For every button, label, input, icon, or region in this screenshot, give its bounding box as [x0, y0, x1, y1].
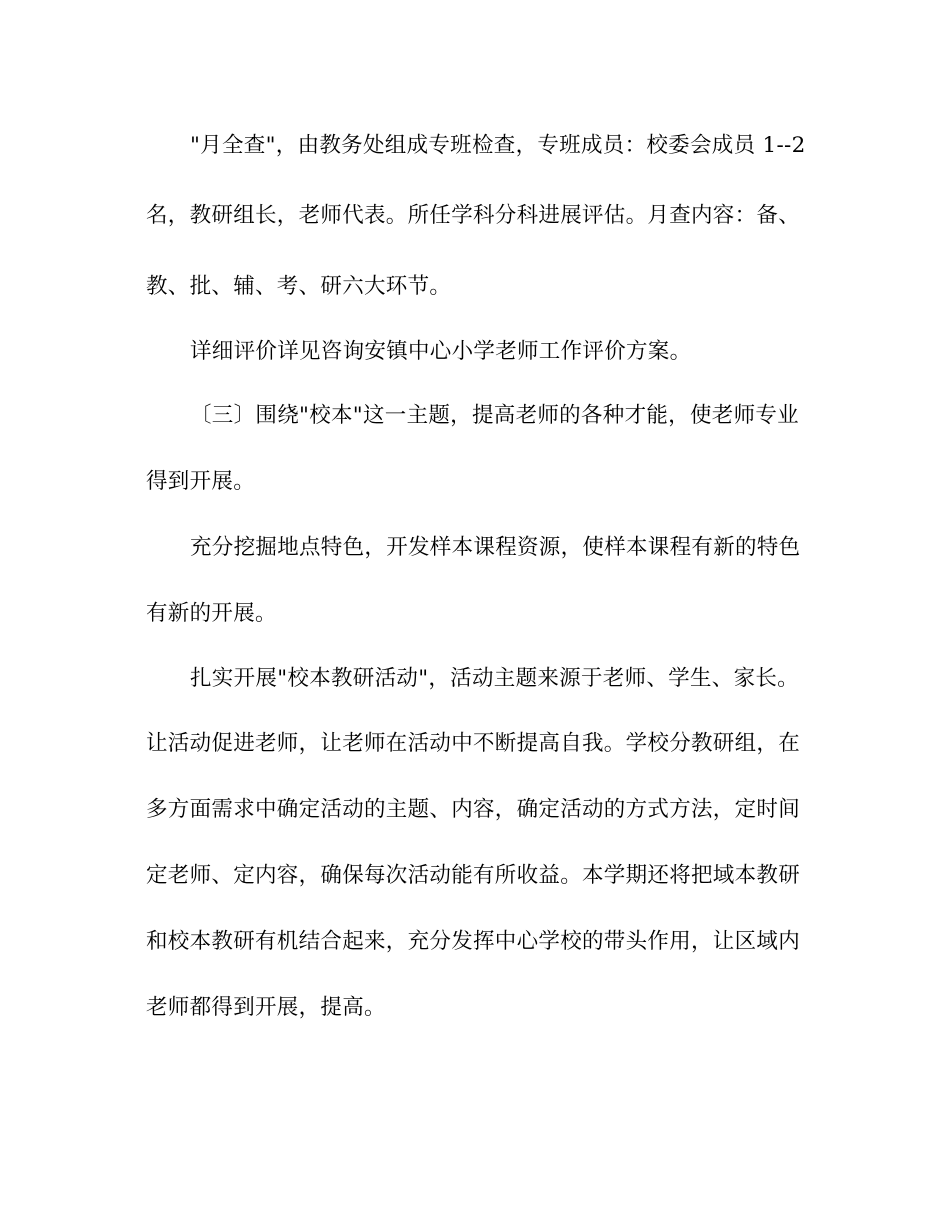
text-line: 扎实开展"校本教研活动"，活动主题来源于老师、学生、家长。: [190, 666, 799, 691]
text-line: 教、批、辅、考、研六大环节。: [146, 274, 452, 299]
text-line: 多方面需求中确定活动的主题、内容，确定活动的方式方法，定时间: [146, 797, 801, 822]
text-line: 老师都得到开展，提高。: [146, 995, 386, 1020]
text-line: 得到开展。: [146, 469, 256, 494]
text-line: "月全查"，由教务处组成专班检查，专班成员：校委会成员 1--2: [190, 133, 806, 158]
text-line: 有新的开展。: [146, 601, 277, 626]
text-line: 详细评价详见咨询安镇中心小学老师工作评价方案。: [190, 339, 692, 364]
text-line: 和校本教研有机结合起来，充分发挥中心学校的带头作用，让区域内: [146, 929, 801, 954]
text-line: 名，教研组长，老师代表。所任学科分科进展评估。月查内容：备、: [146, 203, 801, 228]
text-line: 定老师、定内容，确保每次活动能有所收益。本学期还将把域本教研: [146, 863, 801, 888]
text-line: 〔三〕围绕"校本"这一主题，提高老师的各种才能，使老师专业: [190, 403, 799, 428]
text-line: 让活动促进老师，让老师在活动中不断提高自我。学校分教研组，在: [146, 731, 801, 756]
text-line: 充分挖掘地点特色，开发样本课程资源，使样本课程有新的特色: [190, 535, 801, 560]
